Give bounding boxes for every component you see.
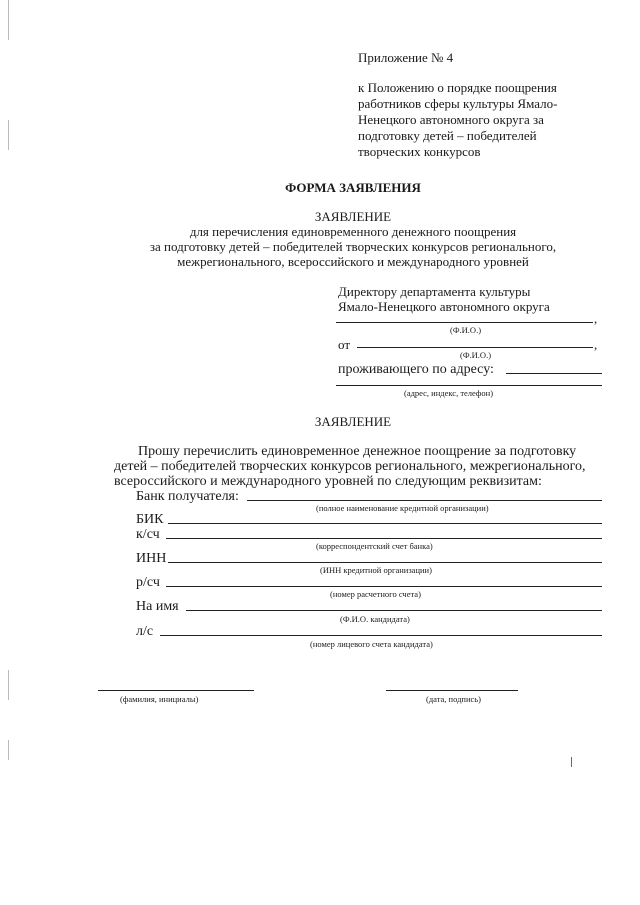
field-caption: (корреспондентский счет банка) <box>316 541 433 551</box>
reference-line: к Положению о порядке поощрения <box>358 80 557 95</box>
appendix-reference <box>358 80 557 160</box>
field-caption: (дата, подпись) <box>426 694 482 704</box>
corr-account-field[interactable] <box>166 538 602 539</box>
field-label-account: р/сч <box>136 575 160 590</box>
field-caption: (Ф.И.О.) <box>460 350 492 360</box>
inn-field[interactable] <box>168 562 602 563</box>
field-label-bank: Банк получателя: <box>136 489 239 504</box>
candidate-name-field[interactable] <box>186 610 602 611</box>
director-fio-field[interactable] <box>336 322 593 323</box>
from-label: от <box>338 337 351 352</box>
body-paragraph-line: Прошу перечислить единовременное денежное поощрение за подготовку <box>138 444 577 459</box>
body-paragraph-line: всероссийского и международного уровней по следующим реквизитам: <box>114 474 542 489</box>
field-caption: (Ф.И.О. кандидата) <box>340 614 410 624</box>
field-label-corr-account: к/сч <box>136 527 160 542</box>
address-field[interactable] <box>506 373 602 374</box>
form-title: ФОРМА ЗАЯВЛЕНИЯ <box>285 180 421 195</box>
addressee-line: Директору департамента культуры <box>338 284 531 299</box>
residing-label: проживающего по адресу: <box>338 362 494 377</box>
reference-line: Ненецкого автономного округа за <box>358 112 544 127</box>
reference-line: творческих конкурсов <box>358 144 481 159</box>
bik-field[interactable] <box>168 523 602 524</box>
field-label-personal-account: л/с <box>136 624 154 639</box>
addressee-line: Ямало-Ненецкого автономного округа <box>338 299 550 314</box>
field-label-bik: БИК <box>136 512 164 527</box>
field-label-inn: ИНН <box>136 551 167 566</box>
personal-account-field[interactable] <box>160 635 602 636</box>
field-caption: (полное наименование кредитной организации) <box>316 503 489 513</box>
field-caption: (фамилия, инициалы) <box>120 694 199 704</box>
scan-edge-mark <box>8 120 9 150</box>
field-label-name: На имя <box>136 599 179 614</box>
body-title: ЗАЯВЛЕНИЕ <box>314 414 392 429</box>
account-field[interactable] <box>166 586 602 587</box>
address-field-line2[interactable] <box>336 385 602 386</box>
scan-edge-mark <box>8 740 9 760</box>
scan-edge-mark <box>8 670 9 700</box>
field-caption: (номер расчетного счета) <box>330 589 421 599</box>
reference-line: работников сферы культуры Ямало- <box>358 96 558 111</box>
comma: , <box>594 337 598 352</box>
bank-name-field[interactable] <box>247 500 602 501</box>
field-caption: (номер лицевого счета кандидата) <box>310 639 433 649</box>
statement-subtitle-line: межрегионального, всероссийского и международного уровней <box>177 254 529 269</box>
statement-subtitle-line: за подготовку детей – победителей творческих конкурсов регионального, <box>149 239 557 254</box>
comma: , <box>594 311 598 326</box>
surname-initials-field[interactable] <box>98 690 254 691</box>
scan-edge-mark <box>8 0 9 40</box>
statement-title: ЗАЯВЛЕНИЕ <box>314 209 392 224</box>
field-caption: (адрес, индекс, телефон) <box>404 388 494 398</box>
field-caption: (Ф.И.О.) <box>450 325 482 335</box>
applicant-fio-field[interactable] <box>357 347 593 348</box>
body-paragraph-line: детей – победителей творческих конкурсов регионального, межрегионального, <box>114 459 586 474</box>
scan-edge-mark <box>571 757 572 767</box>
field-caption: (ИНН кредитной организации) <box>320 565 432 575</box>
date-signature-field[interactable] <box>386 690 518 691</box>
statement-subtitle-line: для перечисления единовременного денежного поощрения <box>189 224 517 239</box>
reference-line: подготовку детей – победителей <box>358 128 537 143</box>
appendix-number: Приложение № 4 <box>358 50 454 65</box>
